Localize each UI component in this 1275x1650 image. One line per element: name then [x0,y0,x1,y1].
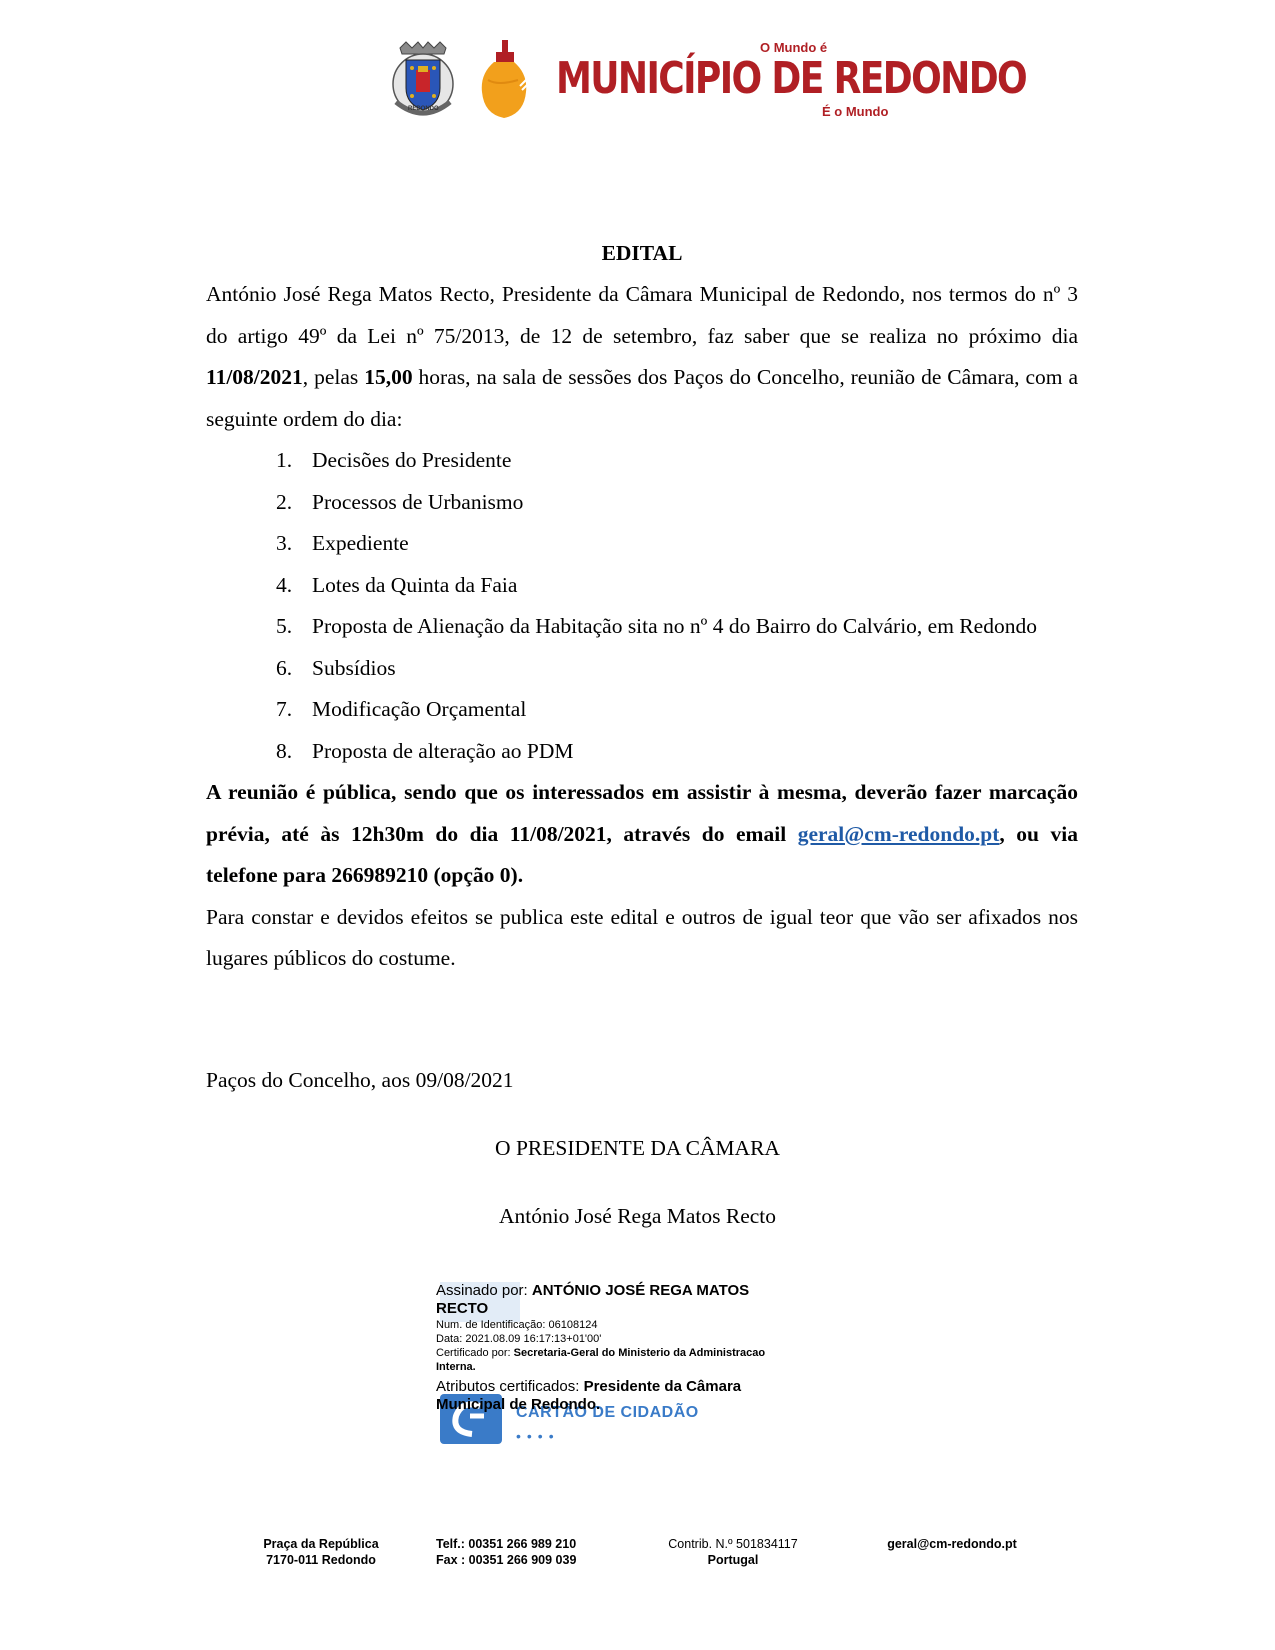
agenda-text: Lotes da Quinta da Faia [312,572,518,597]
document-title: EDITAL [601,241,683,265]
email-link[interactable]: geral@cm-redondo.pt [797,821,1000,846]
agenda-number: 5. [276,614,293,638]
cert-line [436,1346,796,1374]
agenda-text: Decisões do Presidente [312,448,512,472]
agenda-item [206,689,1078,731]
signature-details [436,1282,796,1414]
address-line: Praça da República [263,1537,379,1551]
tax-number: Contrib. N.º 501834117 [668,1537,798,1551]
intro-text: horas, na sala de sessões dos Paços do Concelho, reunião de Câmara, com a seguinte ordem do dia: [206,365,1078,431]
meeting-time: 15,00 [364,365,413,389]
fax-line: Fax : 00351 266 909 039 [436,1553,577,1567]
card-dots: •••• [516,1428,560,1444]
brand-tagline-top: O Mundo é [760,40,828,55]
brand-tagline-bottom: É o Mundo [822,104,889,119]
brand-title: MUNICÍPIO DE REDONDO [556,53,1027,104]
agenda-item [206,648,1078,690]
agenda-number: 2. [276,489,293,514]
closing-paragraph: Para constar e devidos efeitos se publica este edital e outros de igual teor que vão ser afixados nos lugares públicos do costume. [206,904,1078,970]
notice-text: , ou via telefone para 266989210 (opção 0). [206,821,1078,887]
phone-line: Telf.: 00351 266 989 210 [436,1537,577,1551]
intro-paragraph [206,274,1078,440]
card-label: CARTÃO DE CIDADÃO [516,1404,699,1421]
clay-jug-tower-icon [478,40,530,120]
intro-text: António José Rega Matos Recto, Presidente da Câmara Municipal de Redondo, nos termos do nº 3 do artigo 49º da Lei nº 75/2013, de 12 de setembro, faz saber que se realiza no próximo dia [206,282,1078,348]
footer-tax [648,1536,818,1568]
agenda-number: 1. [276,448,293,472]
agenda-item [206,731,1078,773]
signed-by [436,1282,796,1318]
agenda-item [206,440,1078,482]
meeting-date: 11/08/2021 [206,365,303,389]
notice-text: A reunião é pública, sendo que os interessados em assistir à mesma, deverão fazer marcação prévia, até às 12h30m do dia 11/08/2021, através do email [206,780,1078,846]
id-line: Num. de Identificação: 06108124 [436,1319,598,1331]
agenda-number: 6. [276,655,293,680]
attributes-line [436,1378,796,1414]
signed-by-label: Assinado por: [436,1282,532,1299]
footer-phone [436,1536,616,1568]
agenda-text: Proposta de alteração ao PDM [312,738,574,763]
agenda-item [206,606,1078,648]
notice-paragraph [206,772,1078,897]
crest-label: REDONDO [408,106,439,112]
agenda-item [206,565,1078,607]
agenda-number: 7. [276,697,293,721]
agenda-text: Subsídios [312,655,396,680]
date-line: Data: 2021.08.09 16:17:13+01'00' [436,1333,602,1345]
agenda-text: Expediente [312,531,409,555]
signer-name: António José Rega Matos Recto [498,1204,777,1228]
digital-signature-block [436,1282,796,1442]
agenda-item [206,482,1078,524]
signer-title: O PRESIDENTE DA CÂMARA [495,1136,780,1160]
footer-address [236,1536,406,1568]
edital-body [206,232,1078,980]
letterhead [388,38,1027,122]
attr-label: Atributos certificados: [436,1378,584,1395]
agenda-text: Proposta de Alienação da Habitação sita no nº 4 do Bairro do Calvário, em Redondo [312,614,1037,638]
footer-email[interactable]: geral@cm-redondo.pt [887,1537,1017,1551]
agenda-number: 8. [276,738,293,763]
agenda-text: Modificação Orçamental [312,697,527,721]
attr-value: Presidente da Câmara Municipal de Redondo. [436,1378,742,1413]
agenda-item [206,523,1078,565]
cert-value: Secretaria-Geral do Ministerio da Administracao Interna. [436,1347,766,1373]
agenda-number: 3. [276,531,293,555]
country: Portugal [707,1553,759,1567]
agenda-text: Processos de Urbanismo [312,489,524,514]
intro-text: , pelas [302,365,365,389]
address-line: 7170-011 Redondo [266,1553,376,1567]
agenda-list [206,440,1078,772]
place-date: Paços do Concelho, aos 09/08/2021 [206,1068,514,1092]
signed-by-name: ANTÓNIO JOSÉ REGA MATOS RECTO [436,1282,750,1317]
agenda-number: 4. [276,572,293,597]
cert-label: Certificado por: [436,1347,514,1359]
